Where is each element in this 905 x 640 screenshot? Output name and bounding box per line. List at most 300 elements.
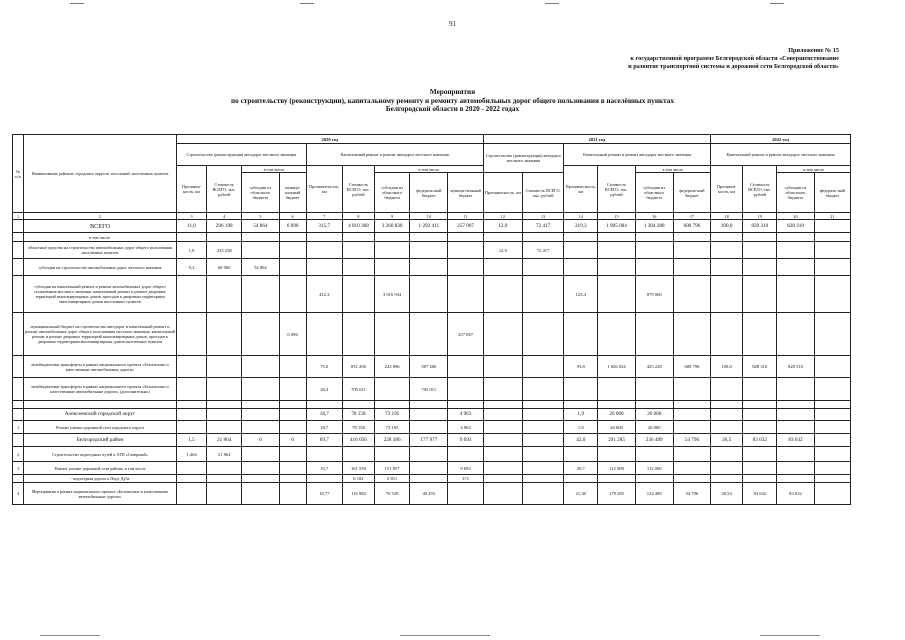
value-cell — [410, 242, 448, 259]
table-row — [13, 475, 851, 483]
value-cell — [564, 259, 598, 276]
value-cell — [711, 242, 743, 259]
value-cell — [279, 483, 306, 505]
value-cell — [522, 447, 563, 462]
value-cell: 9 693 — [448, 462, 483, 475]
table-row — [13, 421, 851, 434]
value-cell — [635, 259, 673, 276]
value-cell: 0 — [242, 434, 279, 447]
value-cell: 600 796 — [673, 220, 710, 233]
value-cell — [483, 313, 522, 356]
value-cell — [483, 462, 522, 475]
appendix-line-2: к государственной программе Белгородской области «Совершенствование — [630, 55, 839, 62]
column-number: 4 — [207, 213, 242, 220]
top-edge-marks — [0, 3, 905, 7]
value-cell: 828 310 — [743, 356, 777, 378]
value-cell — [176, 356, 206, 378]
value-cell — [598, 401, 635, 409]
column-number: 3 — [176, 213, 206, 220]
row-number — [13, 434, 24, 447]
value-cell — [711, 259, 743, 276]
value-cell — [564, 401, 598, 409]
value-cell: 1 905 084 — [598, 220, 635, 233]
header-fed-2020-r: федераль-ный бюджет — [410, 173, 448, 213]
value-cell: 83 632 — [743, 434, 777, 447]
value-cell — [673, 313, 710, 356]
value-cell — [207, 421, 242, 434]
row-name: областные средства на строительство автомобильных дорог общего пользования населённых пунктов — [24, 242, 177, 259]
value-cell — [242, 409, 279, 421]
value-cell — [814, 259, 850, 276]
value-cell — [814, 233, 850, 242]
value-cell — [279, 233, 306, 242]
value-cell: 236 489 — [635, 434, 673, 447]
value-cell: 42,0 — [564, 434, 598, 447]
value-cell: 1 304 288 — [635, 220, 673, 233]
value-cell — [635, 313, 673, 356]
column-number: 8 — [342, 213, 374, 220]
value-cell: 296 198 — [207, 220, 242, 233]
table-body — [13, 220, 851, 505]
value-cell — [279, 356, 306, 378]
value-cell — [207, 409, 242, 421]
row-name: - подъездная дорога к Пору Дуба — [24, 475, 177, 483]
value-cell — [673, 233, 710, 242]
header-length-2021-r: Протяжен-ность, км — [564, 166, 598, 213]
column-number-row — [13, 213, 851, 220]
value-cell: 1,9 — [564, 409, 598, 421]
value-cell — [673, 421, 710, 434]
value-cell — [673, 242, 710, 259]
value-cell: 9,2 — [176, 259, 206, 276]
row-name: субсидии на строительство автомобильных дорог местного значения — [24, 259, 177, 276]
value-cell — [777, 378, 814, 401]
header-2021-capital-repair: Капитальный ремонт и ремонт автодорог местного значения — [564, 144, 711, 166]
value-cell: 83 632 — [743, 483, 777, 505]
row-number: 3 — [13, 462, 24, 475]
value-cell: 1,8 — [176, 242, 206, 259]
value-cell — [522, 378, 563, 401]
value-cell — [777, 475, 814, 483]
value-cell — [410, 276, 448, 313]
value-cell — [448, 401, 483, 409]
value-cell: 257 067 — [448, 220, 483, 233]
value-cell — [242, 242, 279, 259]
value-cell — [564, 475, 598, 483]
value-cell — [711, 447, 743, 462]
value-cell — [342, 276, 374, 313]
value-cell — [207, 475, 242, 483]
value-cell: 879 060 — [635, 276, 673, 313]
header-subs-2020-r: субсидии из областного бюджета — [375, 173, 410, 213]
column-number: 19 — [743, 213, 777, 220]
header-name: Наименование районов, городских округов, поселений, населенных пунктов — [24, 135, 177, 213]
header-year-2020: 2020 год — [176, 135, 483, 144]
value-cell — [176, 233, 206, 242]
value-cell: 425 228 — [635, 356, 673, 378]
value-cell: 828 310 — [777, 220, 814, 233]
value-cell — [814, 483, 850, 505]
row-number — [13, 378, 24, 401]
value-cell — [598, 242, 635, 259]
value-cell — [375, 401, 410, 409]
value-cell — [306, 242, 342, 259]
value-cell — [279, 409, 306, 421]
row-name — [24, 401, 177, 409]
value-cell — [522, 313, 563, 356]
value-cell — [306, 259, 342, 276]
value-cell — [375, 259, 410, 276]
value-cell — [207, 356, 242, 378]
value-cell — [242, 483, 279, 505]
value-cell — [564, 378, 598, 401]
table-row — [13, 233, 851, 242]
value-cell — [673, 276, 710, 313]
value-cell — [375, 447, 410, 462]
value-cell: 243 896 — [375, 356, 410, 378]
row-name: Белгородский район — [24, 434, 177, 447]
column-number: 13 — [522, 213, 563, 220]
value-cell: 4 810 308 — [342, 220, 374, 233]
value-cell — [814, 475, 850, 483]
value-cell — [673, 409, 710, 421]
header-length-2020-c: Протяжен-ность, км — [176, 166, 206, 213]
value-cell — [242, 276, 279, 313]
bottom-edge-mark — [40, 635, 100, 636]
value-cell — [743, 313, 777, 356]
value-cell: 1 292 411 — [410, 220, 448, 233]
value-cell — [598, 259, 635, 276]
value-cell: 124 489 — [635, 483, 673, 505]
value-cell — [673, 447, 710, 462]
value-cell — [375, 378, 410, 401]
header-2020-construction: Строительство (реконструкция) автодорог местного значения — [176, 144, 306, 166]
value-cell — [483, 378, 522, 401]
header-incl-2022-r: в том числе — [777, 166, 851, 173]
value-cell: 26 000 — [598, 409, 635, 421]
row-number — [13, 242, 24, 259]
value-cell — [483, 483, 522, 505]
value-cell — [814, 409, 850, 421]
bottom-edge-mark — [760, 635, 820, 636]
value-cell: 72 417 — [522, 220, 563, 233]
value-cell — [242, 462, 279, 475]
header-2021-construction: Строительство (реконструкция) автодорог местного значения — [483, 144, 563, 173]
value-cell: 125,4 — [564, 276, 598, 313]
header-incl-2021-r: в том числе — [635, 166, 710, 173]
value-cell: 60 960 — [207, 259, 242, 276]
value-cell — [673, 462, 710, 475]
column-number: 12 — [483, 213, 522, 220]
value-cell — [410, 259, 448, 276]
value-cell — [176, 378, 206, 401]
value-cell: 9 693 — [448, 434, 483, 447]
value-cell — [522, 475, 563, 483]
value-cell — [342, 447, 374, 462]
value-cell: 40 455 — [410, 483, 448, 505]
value-cell — [342, 233, 374, 242]
row-number — [13, 409, 24, 421]
table-row — [13, 409, 851, 421]
value-cell: 33,7 — [306, 462, 342, 475]
column-number: 2 — [24, 213, 177, 220]
value-cell — [743, 259, 777, 276]
value-cell — [279, 462, 306, 475]
value-cell — [814, 242, 850, 259]
header-incl-2020-c: в том числе — [242, 166, 306, 173]
value-cell — [673, 401, 710, 409]
appendix-line-3: и развитие транспортной системы и дорожной сети Белгородской области» — [628, 63, 839, 70]
value-cell: 228 386 — [375, 434, 410, 447]
value-cell — [448, 483, 483, 505]
value-cell — [483, 356, 522, 378]
column-number: 17 — [673, 213, 710, 220]
value-cell: 18,7 — [306, 421, 342, 434]
value-cell — [777, 276, 814, 313]
value-cell — [743, 378, 777, 401]
table-row — [13, 462, 851, 475]
value-cell — [306, 447, 342, 462]
value-cell — [814, 447, 850, 462]
value-cell: 18,7 — [306, 409, 342, 421]
value-cell — [448, 447, 483, 462]
value-cell — [598, 313, 635, 356]
column-number: 11 — [448, 213, 483, 220]
value-cell: 28,4 — [306, 378, 342, 401]
row-name: Ремонт улично-дорожной сети района, в том числе — [24, 462, 177, 475]
value-cell — [207, 378, 242, 401]
row-name: Строительство подъездных путей к АТП «Северный» — [24, 447, 177, 462]
value-cell — [410, 233, 448, 242]
value-cell — [564, 313, 598, 356]
value-cell — [448, 276, 483, 313]
value-cell — [375, 313, 410, 356]
value-cell: 416 056 — [342, 434, 374, 447]
value-cell — [777, 233, 814, 242]
value-cell — [673, 378, 710, 401]
value-cell: 412,3 — [306, 276, 342, 313]
table-row — [13, 483, 851, 505]
value-cell — [483, 434, 522, 447]
table-row — [13, 276, 851, 313]
value-cell: 100,0 — [711, 220, 743, 233]
value-cell: 6 096 — [279, 220, 306, 233]
page-number: 91 — [449, 20, 456, 28]
value-cell — [635, 475, 673, 483]
value-cell — [743, 233, 777, 242]
value-cell: 116 984 — [342, 483, 374, 505]
value-cell — [814, 401, 850, 409]
column-number: 16 — [635, 213, 673, 220]
value-cell — [522, 233, 563, 242]
header-fed-2021-r: федераль-ный бюджет — [673, 173, 710, 213]
header-cost-2021-c: Стоимость ВСЕГО, тыс. рублей — [522, 173, 563, 213]
value-cell — [279, 475, 306, 483]
value-cell — [711, 475, 743, 483]
row-name: Алексеевский городской округ — [24, 409, 177, 421]
value-cell — [598, 447, 635, 462]
value-cell: 78 158 — [342, 409, 374, 421]
value-cell — [410, 401, 448, 409]
row-number — [13, 356, 24, 378]
value-cell — [242, 356, 279, 378]
value-cell — [448, 242, 483, 259]
value-cell — [777, 401, 814, 409]
header-year-2021: 2021 год — [483, 135, 710, 144]
value-cell — [522, 409, 563, 421]
value-cell — [242, 378, 279, 401]
header-cost-2020-r: Стоимость ВСЕГО, тыс. рублей — [342, 166, 374, 213]
header-subs-2022-r: субсидии из областного бюджета — [777, 173, 814, 213]
value-cell — [777, 447, 814, 462]
value-cell — [814, 313, 850, 356]
column-number: 15 — [598, 213, 635, 220]
header-2020-capital-repair: Капитальный ремонт и ремонт автодорог местного значения — [306, 144, 483, 166]
value-cell: 76 529 — [375, 483, 410, 505]
value-cell — [448, 378, 483, 401]
value-cell: 828 310 — [743, 220, 777, 233]
value-cell — [242, 421, 279, 434]
column-number: 9 — [375, 213, 410, 220]
value-cell — [743, 276, 777, 313]
value-cell: 161 550 — [342, 462, 374, 475]
value-cell — [743, 462, 777, 475]
value-cell: 83 632 — [777, 434, 814, 447]
value-cell — [635, 233, 673, 242]
value-cell — [207, 483, 242, 505]
header-cost-2022-r: Стоимость ВСЕГО, тыс. рублей — [743, 166, 777, 213]
row-name: муниципальный бюджет на строительство автодорог и капитальный ремонт и ремонт автомобильных дорог общего пользования местного значения, капитальный ремонт и ремонт дворовых территорий многоквартирных домов, проездов к дворовым территориям многоквартирных домов населенных пунктов — [24, 313, 177, 356]
value-cell: 20,54 — [711, 483, 743, 505]
header-cost-2020-c: Стоимость ВСЕГО, тыс. рублей — [207, 166, 242, 213]
table-row — [13, 434, 851, 447]
value-cell — [279, 421, 306, 434]
value-cell — [522, 462, 563, 475]
value-cell: 54 796 — [673, 483, 710, 505]
header-fed-2022-r: федераль-ный бюджет — [814, 173, 850, 213]
table-row — [13, 313, 851, 356]
value-cell — [306, 233, 342, 242]
value-cell: 831 296 — [342, 356, 374, 378]
appendix-line-1: Приложение № 15 — [788, 47, 839, 54]
row-number — [13, 276, 24, 313]
value-cell — [279, 378, 306, 401]
value-cell — [814, 276, 850, 313]
value-cell — [410, 409, 448, 421]
value-cell: 72 417 — [522, 242, 563, 259]
value-cell — [342, 313, 374, 356]
row-name: субсидии на капитальный ремонт и ремонт автомобильных дорог общего пользования местного значения, капитальный ремонт и ремонт дворовых территорий многоквартирных домов, проездов к дворовым территориям многоквартирных домов населенных пунктов — [24, 276, 177, 313]
value-cell — [598, 233, 635, 242]
value-cell: 54 864 — [242, 259, 279, 276]
row-number — [13, 475, 24, 483]
header-subs-2020-c: субсидии из областного бюджета — [242, 173, 279, 213]
column-number: 10 — [410, 213, 448, 220]
value-cell — [207, 276, 242, 313]
document-title — [0, 88, 905, 114]
value-cell: 21 864 — [207, 447, 242, 462]
value-cell — [483, 447, 522, 462]
value-cell: 6 096 — [279, 313, 306, 356]
value-cell — [814, 462, 850, 475]
value-cell — [814, 434, 850, 447]
row-number: 2 — [13, 447, 24, 462]
value-cell: 235 238 — [207, 242, 242, 259]
value-cell — [777, 242, 814, 259]
value-cell: 18,77 — [306, 483, 342, 505]
column-number: 1 — [13, 213, 24, 220]
header-subs-2021-r: субсидии из областного бюджета — [635, 173, 673, 213]
column-number: 5 — [242, 213, 279, 220]
value-cell — [711, 421, 743, 434]
value-cell — [711, 462, 743, 475]
value-cell — [279, 276, 306, 313]
value-cell: 54 796 — [673, 434, 710, 447]
value-cell: 12,9 — [483, 220, 522, 233]
value-cell — [176, 475, 206, 483]
value-cell — [242, 313, 279, 356]
value-cell — [176, 409, 206, 421]
value-cell: 1 026 024 — [598, 356, 635, 378]
value-cell: 151 857 — [375, 462, 410, 475]
header-cost-2021-r: Стоимость ВСЕГО, тыс. рублей — [598, 166, 635, 213]
value-cell: 3 260 830 — [375, 220, 410, 233]
table-row — [13, 447, 851, 462]
value-cell — [375, 233, 410, 242]
value-cell — [814, 356, 850, 378]
value-cell — [522, 421, 563, 434]
value-cell — [176, 421, 206, 434]
value-cell — [207, 401, 242, 409]
value-cell — [342, 242, 374, 259]
appendix-caption — [628, 47, 839, 71]
header-2022-capital-repair: Капитальный ремонт и ремонт автодорог местного значения — [711, 144, 851, 166]
value-cell — [673, 259, 710, 276]
value-cell: 257 067 — [448, 313, 483, 356]
value-cell — [777, 409, 814, 421]
value-cell: 69,7 — [306, 434, 342, 447]
roads-table — [12, 134, 851, 505]
value-cell — [711, 313, 743, 356]
row-name: Ремонт улично-дорожной сети городского округа — [24, 421, 177, 434]
row-number — [13, 259, 24, 276]
value-cell — [743, 401, 777, 409]
value-cell — [777, 421, 814, 434]
value-cell: 112 000 — [598, 462, 635, 475]
value-cell — [176, 462, 206, 475]
value-cell: 3 016 934 — [375, 276, 410, 313]
value-cell — [743, 421, 777, 434]
header-length-2022-r: Протяжен-ность, км — [711, 166, 743, 213]
value-cell — [483, 401, 522, 409]
value-cell — [635, 242, 673, 259]
row-name: межбюджетные трансферты в рамках национального проекта «Безопасные и качественные автомобильные дороги» (дополнительно) — [24, 378, 177, 401]
value-cell — [176, 483, 206, 505]
value-cell — [207, 233, 242, 242]
value-cell: 26 000 — [598, 421, 635, 434]
value-cell: 73 195 — [375, 421, 410, 434]
value-cell: 26 000 — [635, 409, 673, 421]
value-cell: 54 864 — [242, 220, 279, 233]
value-cell — [743, 475, 777, 483]
value-cell — [598, 378, 635, 401]
header-length-2020-r: Протяжен-ность, км — [306, 166, 342, 213]
value-cell: 12,9 — [483, 242, 522, 259]
value-cell — [306, 401, 342, 409]
value-cell: 705 011 — [410, 378, 448, 401]
row-name: в том числе: — [24, 233, 177, 242]
value-cell — [483, 259, 522, 276]
